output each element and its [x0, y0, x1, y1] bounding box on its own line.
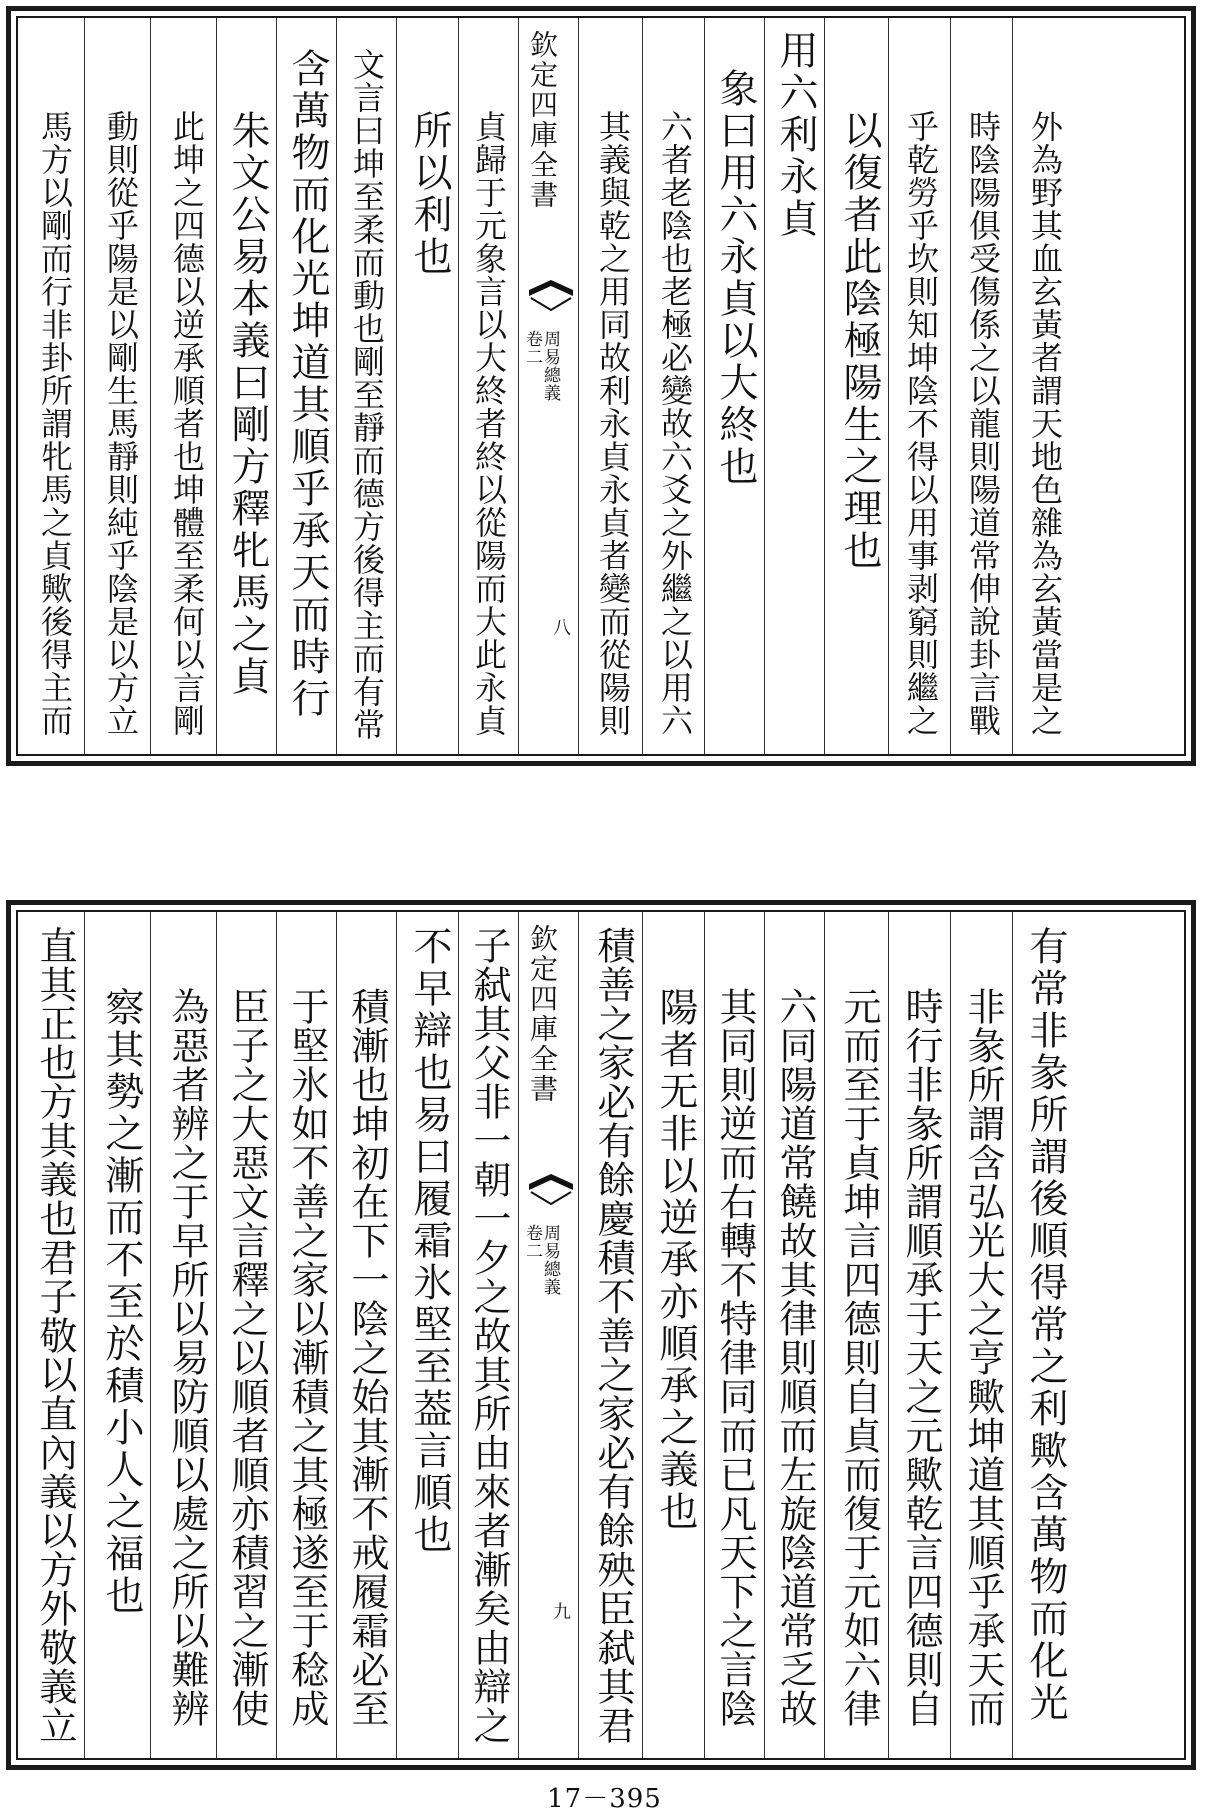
text-column: 貞歸于元象言以大終者終以從陽而大此永貞	[458, 18, 518, 754]
text-column: 外為野其血玄黃者謂天地色雜為玄黃當是之	[1012, 18, 1074, 754]
top-page	[6, 6, 1196, 766]
fish-tail-mark-icon	[529, 280, 573, 314]
bottom-page-frame	[16, 910, 1186, 1760]
top-page-frame	[16, 16, 1186, 756]
text-column: 所以利也	[396, 18, 458, 754]
text-column: 非彖所謂含弘光大之亨歟坤道其順乎承天而	[950, 912, 1012, 1758]
text-column: 以復者此陰極陽生之理也	[824, 18, 888, 754]
banner-volume: 卷二	[522, 1224, 542, 1260]
text-column: 朱文公易本義曰剛方釋牝馬之貞	[216, 18, 276, 754]
text-column: 察其勢之漸而不至於積小人之福也	[84, 912, 150, 1758]
text-column: 用六利永貞	[764, 18, 824, 754]
banner-volume: 卷二	[522, 330, 542, 366]
text-column: 子弑其父非一朝一夕之故其所由來者漸矣由辯之	[458, 912, 518, 1758]
text-column: 其同則逆而右轉不特律同而已凡天下之言陰	[704, 912, 764, 1758]
text-column: 不早辯也易曰履霜氷堅至葢言順也	[396, 912, 458, 1758]
center-banner	[518, 912, 578, 1758]
text-column: 含萬物而化光坤道其順乎承天而時行	[276, 18, 336, 754]
text-column: 動則從乎陽是以剛生馬靜則純乎陰是以方立	[84, 18, 150, 754]
text-column: 為惡者辨之于早所以易防順以處之所以難辨	[150, 912, 216, 1758]
text-column: 六同陽道常饒故其律則順而左旋陰道常乏故	[764, 912, 824, 1758]
page-number-footer: 17－395	[547, 1784, 662, 1814]
center-banner	[518, 18, 578, 754]
text-column: 時陰陽俱受傷係之以龍則陽道常伸說卦言戰	[950, 18, 1012, 754]
text-column: 象曰用六永貞以大終也	[704, 18, 764, 754]
leaf-number: 九	[550, 1602, 571, 1620]
banner-book: 周易總義	[540, 330, 560, 402]
text-column: 直其正也方其義也君子敬以直內義以方外敬義立	[33, 926, 77, 1745]
text-column: 文言曰坤至柔而動也剛至靜而德方後得主而有常	[336, 18, 396, 754]
text-column: 積漸也坤初在下一陰之始其漸不戒履霜必至	[336, 912, 396, 1758]
text-column: 馬方以剛而行非卦所謂牝馬之貞歟後得主而	[36, 110, 74, 737]
text-column: 臣子之大惡文言釋之以順者順亦積習之漸使	[216, 912, 276, 1758]
text-column: 時行非彖所謂順承于天之元歟乾言四德則自	[888, 912, 950, 1758]
banner-title: 欽定四庫全書	[526, 924, 559, 1104]
text-column: 元而至于貞坤言四德則自貞而復于元如六律	[824, 912, 888, 1758]
text-column: 于堅氷如不善之家以漸積之其極遂至于稔成	[276, 912, 336, 1758]
banner-book-volume	[523, 330, 559, 480]
leaf-number: 八	[550, 618, 571, 636]
text-column: 有常非彖所謂後順得常之利歟含萬物而化光	[1012, 912, 1074, 1758]
text-column: 此坤之四德以逆承順者也坤體至柔何以言剛	[150, 18, 216, 754]
bottom-page	[6, 900, 1196, 1770]
text-column: 陽者无非以逆承亦順承之義也	[642, 912, 704, 1758]
banner-book-volume	[523, 1224, 559, 1374]
banner-title: 欽定四庫全書	[526, 30, 559, 210]
text-column: 其義與乾之用同故利永貞永貞者變而從陽則	[578, 18, 642, 754]
text-column: 六者老陰也老極必變故六爻之外繼之以用六	[642, 18, 704, 754]
text-column: 積善之家必有餘慶積不善之家必有餘殃臣弑其君	[578, 912, 642, 1758]
fish-tail-mark-icon	[529, 1174, 573, 1208]
text-column: 乎乾勞乎坎則知坤陰不得以用事剥窮則繼之	[888, 18, 950, 754]
banner-book: 周易總義	[540, 1224, 560, 1296]
